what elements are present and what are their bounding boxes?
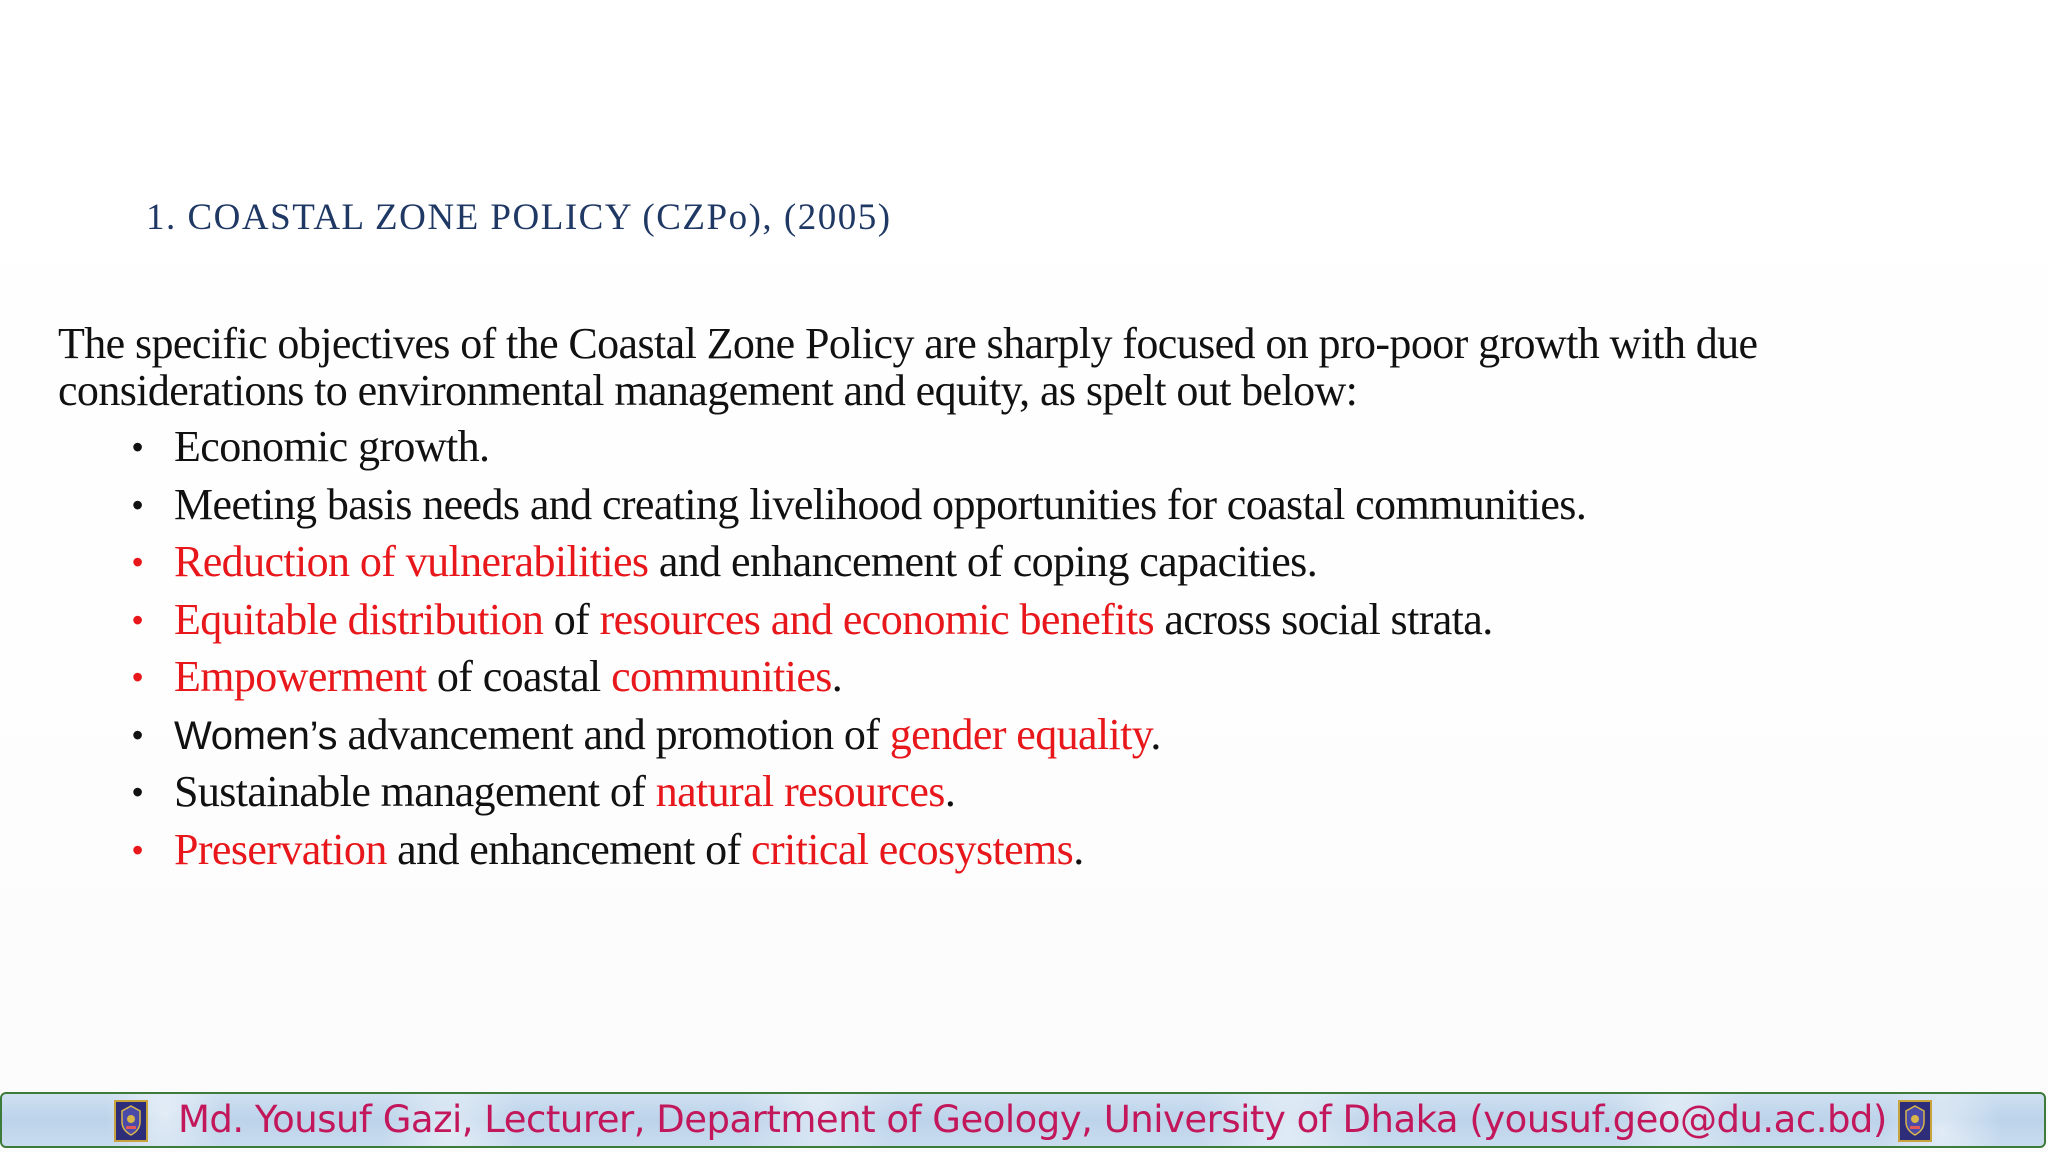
objective-text: and enhancement of <box>386 824 752 874</box>
bullet-icon: • <box>132 544 143 580</box>
bullet-icon: • <box>132 486 143 523</box>
objective-highlight: Reduction of vulnerabilities <box>174 537 649 586</box>
objective-text: advancement and promotion of <box>337 709 890 759</box>
objective-highlight: Equitable distribution <box>174 594 544 644</box>
objective-item <box>132 480 1586 538</box>
objective-item <box>132 652 1586 710</box>
bullet-icon: • <box>132 774 143 810</box>
footer-credit: Md. Yousuf Gazi, Lecturer, Department of Geology, University of Dhaka (yousuf.geo@du.ac.bd) <box>178 1098 1887 1141</box>
bullet-icon: • <box>132 429 143 465</box>
objective-highlight: communities <box>611 652 832 701</box>
objective-text: of <box>543 594 600 644</box>
university-emblem-icon <box>1898 1100 1932 1142</box>
footer-bar <box>0 1092 2046 1148</box>
intro-line-2: considerations to environmental management and equity, as spelt out below: <box>58 366 1358 415</box>
objective-highlight: resources and economic benefits <box>599 594 1154 644</box>
objective-highlight: critical ecosystems <box>751 824 1074 874</box>
objective-text: . <box>944 767 956 816</box>
objective-text: and enhancement of coping capacities. <box>648 537 1318 586</box>
objective-highlight: Preservation <box>174 824 387 874</box>
objective-text: across social strata. <box>1153 594 1493 644</box>
objective-text: . <box>1150 709 1161 759</box>
objective-text: Women’s <box>174 713 338 758</box>
objective-highlight: gender equality <box>889 709 1151 759</box>
objective-item <box>132 422 1586 480</box>
objective-text: . <box>831 652 843 701</box>
university-emblem-icon <box>114 1100 148 1142</box>
bullet-icon: • <box>132 659 143 695</box>
objective-text: Economic growth. <box>174 422 490 471</box>
objective-item <box>132 537 1586 595</box>
bullet-icon: • <box>132 831 143 868</box>
objective-item <box>132 595 1586 653</box>
objectives-list <box>132 422 1586 882</box>
bullet-icon: • <box>132 716 143 753</box>
bullet-icon: • <box>132 601 143 638</box>
intro-line-1: The specific objectives of the Coastal Zone Policy are sharply focused on pro-poor growth with due <box>58 319 1758 368</box>
objective-highlight: Empowerment <box>174 652 427 701</box>
objective-text: . <box>1073 824 1084 874</box>
objective-text: Sustainable management of <box>174 767 656 816</box>
objective-item <box>132 767 1586 825</box>
slide-title: 1. COASTAL ZONE POLICY (CZPo), (2005) <box>146 197 892 238</box>
objective-text: Meeting basis needs and creating livelihood opportunities for coastal communities. <box>174 479 1587 529</box>
objective-item <box>132 825 1586 883</box>
objective-item <box>132 710 1586 768</box>
objective-highlight: natural resources <box>655 767 945 816</box>
intro-paragraph <box>58 320 1958 414</box>
objective-text: of coastal <box>426 652 612 701</box>
